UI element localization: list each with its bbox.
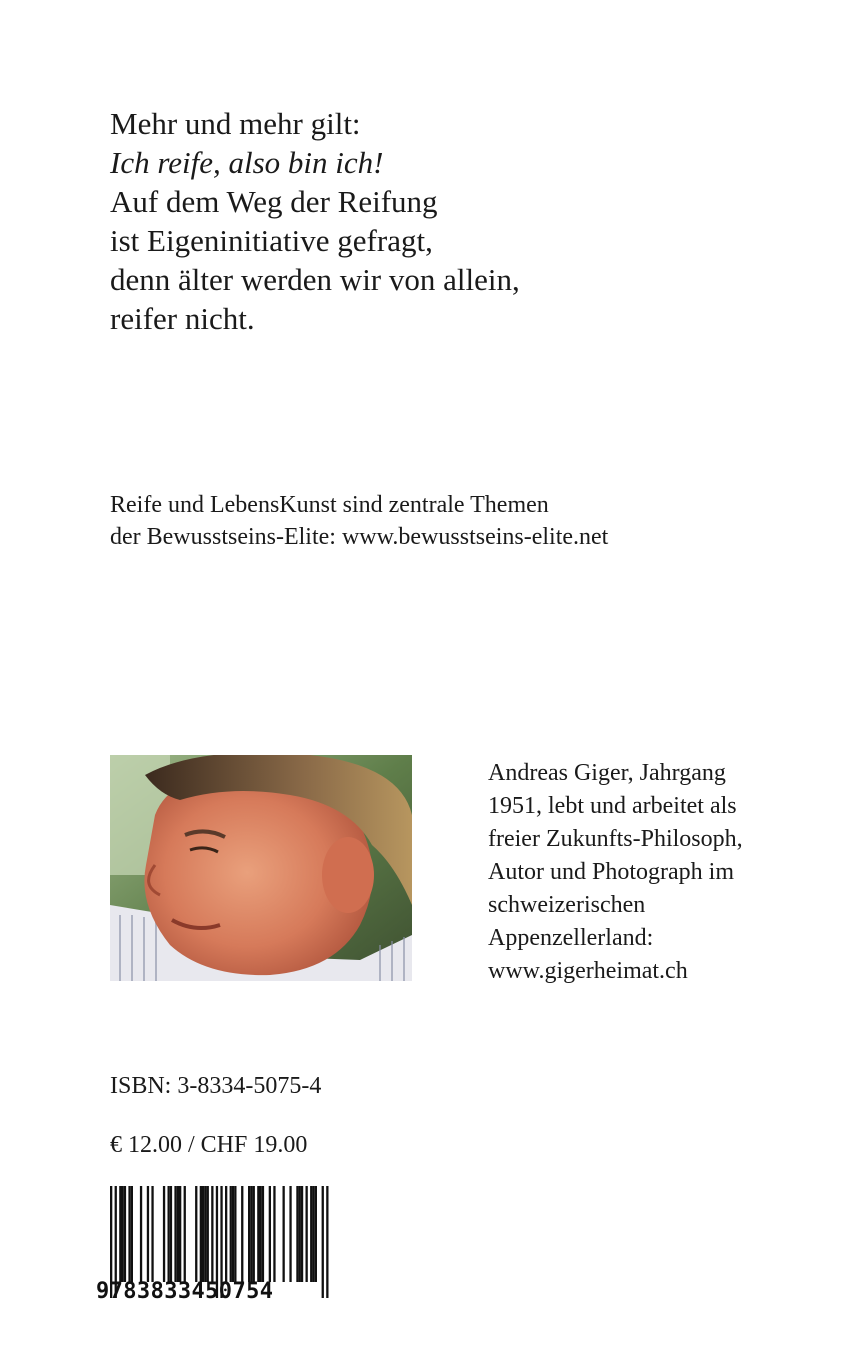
barcode-bar [170, 1186, 172, 1282]
barcode-bar [225, 1186, 227, 1282]
barcode-bar [248, 1186, 250, 1282]
quote-line: reifer nicht. [110, 301, 255, 336]
barcode-bar [207, 1186, 209, 1282]
bio-line: Andreas Giger, Jahrgang [488, 760, 726, 786]
barcode-bar [179, 1186, 181, 1282]
barcode-bar [250, 1186, 252, 1282]
quote-line: ist Eigeninitiative gefragt, [110, 223, 433, 258]
barcode-bar [241, 1186, 243, 1282]
quote-line: denn älter werden wir von allein, [110, 262, 520, 297]
barcode-bar [257, 1186, 259, 1282]
themes-paragraph [110, 489, 608, 553]
barcode-bar [147, 1186, 149, 1282]
themes-line: Reife und LebensKunst sind zentrale Themen [110, 492, 549, 518]
bio-line: schweizerischen [488, 892, 646, 918]
barcode-bar [312, 1186, 314, 1282]
barcode-bar [230, 1186, 232, 1282]
barcode-bar [184, 1186, 186, 1282]
barcode-bar [195, 1186, 197, 1282]
barcode-bar [326, 1186, 328, 1298]
barcode-bar [204, 1186, 206, 1282]
barcode-bar [234, 1186, 236, 1282]
barcode-bar [260, 1186, 262, 1282]
barcode-bar [322, 1186, 324, 1298]
barcode-bar [283, 1186, 285, 1282]
barcode-bar [232, 1186, 234, 1282]
author-photo [110, 755, 412, 981]
price-text: € 12.00 / CHF 19.00 [110, 1132, 308, 1158]
barcode-bar [301, 1186, 303, 1282]
barcode-bar [299, 1186, 301, 1282]
barcode-bar [119, 1186, 121, 1282]
barcode-bar [177, 1186, 179, 1282]
bio-line: Appenzellerland: [488, 925, 654, 951]
bio-line: freier Zukunfts-Philosoph, [488, 826, 743, 852]
barcode-bar [163, 1186, 165, 1282]
author-bio [488, 757, 743, 988]
barcode-bar [202, 1186, 204, 1282]
barcode-bar [128, 1186, 130, 1282]
quote-line: Auf dem Weg der Reifung [110, 184, 438, 219]
bio-line: 1951, lebt und arbeitet als [488, 793, 737, 819]
barcode-digits: 9783833450754 [96, 1279, 274, 1304]
themes-line: der Bewusstseins-Elite: www.bewusstseins-elite.net [110, 524, 609, 550]
barcode-bar [122, 1186, 124, 1282]
quote-line: Mehr und mehr gilt: [110, 106, 361, 141]
barcode-bar [253, 1186, 255, 1282]
barcode-bar [200, 1186, 202, 1282]
barcode-bar [262, 1186, 264, 1282]
barcode-bar [174, 1186, 176, 1282]
barcode-bar [306, 1186, 308, 1282]
quote-line-italic: Ich reife, also bin ich! [110, 145, 384, 180]
barcode-bar [310, 1186, 312, 1282]
barcode-bar [211, 1186, 213, 1282]
bio-line: Autor und Photograph im [488, 859, 734, 885]
barcode-bar [168, 1186, 170, 1282]
barcode-bar [273, 1186, 275, 1282]
barcode-bar [140, 1186, 142, 1282]
cover-quote [110, 104, 520, 338]
barcode-bar [315, 1186, 317, 1282]
barcode-bar [289, 1186, 291, 1282]
barcode-bar [124, 1186, 126, 1282]
barcode-bar [131, 1186, 133, 1282]
bio-line: www.gigerheimat.ch [488, 958, 688, 984]
barcode-bar [151, 1186, 153, 1282]
barcode-bar [296, 1186, 298, 1282]
isbn-text: ISBN: 3-8334-5075-4 [110, 1073, 322, 1099]
barcode-bar [269, 1186, 271, 1282]
